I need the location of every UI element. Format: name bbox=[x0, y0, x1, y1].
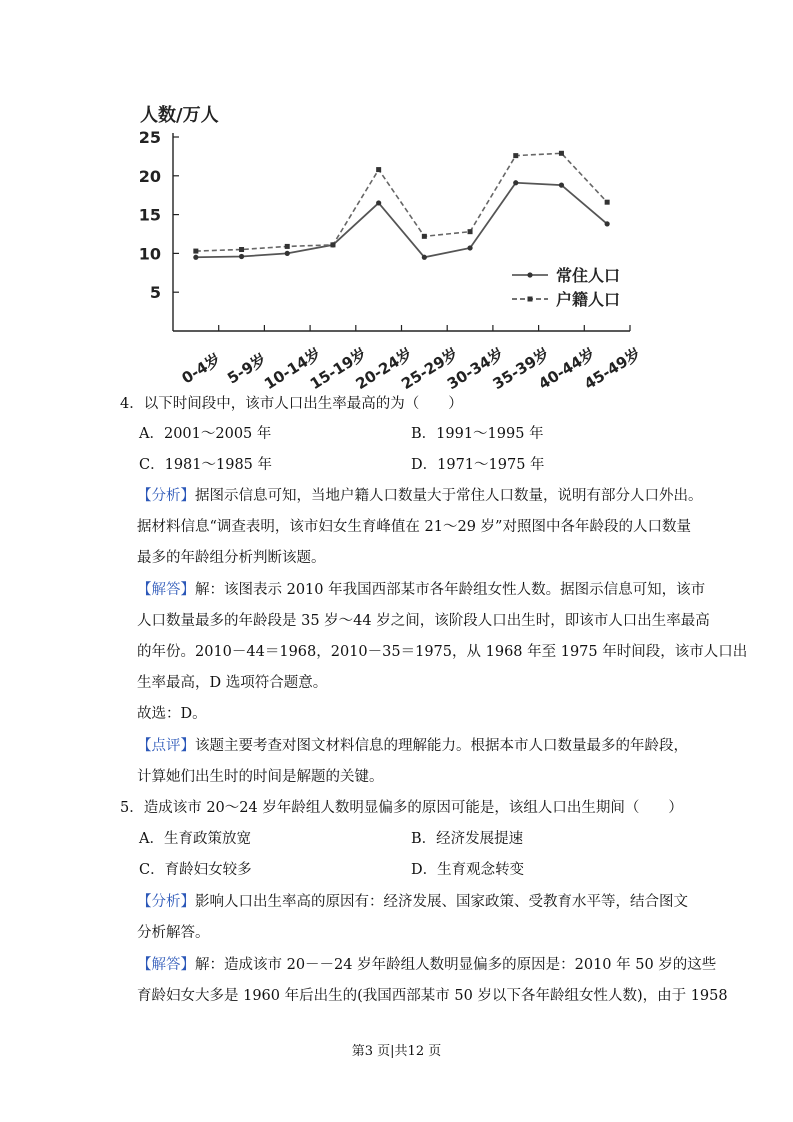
series-point bbox=[193, 255, 198, 260]
y-tick-label: 20 bbox=[138, 166, 161, 186]
chart-legend bbox=[512, 266, 620, 309]
legend-label: 户籍人口 bbox=[556, 290, 621, 309]
series-point bbox=[239, 247, 244, 252]
answer-tag: 【解答】 bbox=[137, 582, 195, 598]
y-tick-label: 25 bbox=[138, 128, 161, 147]
q4-choice: 故选：D。 bbox=[137, 706, 207, 722]
y-axis-label: 人数/万人 bbox=[140, 105, 219, 126]
x-tick-labels bbox=[179, 344, 644, 393]
comment-tag: 【点评】 bbox=[137, 738, 195, 754]
x-tick-label: 20-24岁 bbox=[352, 344, 416, 394]
q4-answer-line-2: 人口数量最多的年龄段是 35 岁～44 岁之间，该阶段人口出生时，即该市人口出生率最高 bbox=[137, 613, 710, 629]
x-tick-label: 45-49岁 bbox=[581, 344, 644, 394]
q4-analysis-line-2: 据材料信息“调查表明，该市妇女生育峰值在 21～29 岁”对照图中各年龄段的人口数量 bbox=[137, 519, 691, 535]
y-tick-labels bbox=[139, 128, 161, 302]
series-point bbox=[513, 180, 518, 185]
analysis-text: 据图示信息可知，当地户籍人口数量大于常住人口数量，说明有部分人口外出。 bbox=[195, 488, 703, 504]
comment-text: 该题主要考查对图文材料信息的理解能力。根据本市人口数量最多的年龄段， bbox=[195, 738, 688, 754]
q5-answer-line-2: 育龄妇女大多是 1960 年后出生的(我国西部某市 50 岁以下各年龄组女性人数)，由于 1958 bbox=[137, 988, 728, 1004]
analysis-tag: 【分析】 bbox=[137, 894, 195, 910]
q4-comment-line-2: 计算她们出生时的时间是解题的关键。 bbox=[137, 769, 384, 785]
q4-stem: 4．以下时间段中，该市人口出生率最高的为（ ） bbox=[120, 396, 463, 412]
q4-analysis-line-3: 最多的年龄组分析判断该题。 bbox=[137, 550, 326, 566]
x-tick-label: 35-39岁 bbox=[489, 344, 553, 394]
x-tick-label: 5-9岁 bbox=[224, 349, 270, 388]
series-point bbox=[330, 242, 335, 247]
q5-option-c[interactable]: C．育龄妇女较多 bbox=[139, 862, 252, 878]
series-point bbox=[559, 183, 564, 188]
x-tick-label: 15-19岁 bbox=[306, 344, 370, 394]
series-line bbox=[196, 183, 607, 257]
series-point bbox=[285, 244, 290, 249]
legend-marker bbox=[528, 297, 533, 302]
q4-comment-line-1 bbox=[137, 736, 688, 756]
q5-stem: 5．造成该市 20～24 岁年龄组人数明显偏多的原因可能是，该组人口出生期间（ ） bbox=[120, 800, 683, 816]
legend-marker bbox=[527, 272, 532, 277]
series-point bbox=[467, 245, 472, 250]
legend-label: 常住人口 bbox=[556, 266, 621, 285]
q5-option-d[interactable]: D．生育观念转变 bbox=[411, 862, 525, 878]
series-point bbox=[285, 251, 290, 256]
y-tick-label: 10 bbox=[138, 244, 161, 264]
q4-answer-line-3: 的年份。2010－44＝1968，2010－35＝1975，从 1968 年至 1975 年时间段，该市人口出 bbox=[137, 644, 748, 660]
q4-option-b[interactable]: B．1991～1995 年 bbox=[411, 426, 544, 442]
page-footer: 第3 页|共12 页 bbox=[351, 1044, 442, 1059]
q5-answer-line-1 bbox=[137, 955, 717, 975]
series-point bbox=[605, 221, 610, 226]
series-point bbox=[605, 200, 610, 205]
q5-analysis-line-2: 分析解答。 bbox=[137, 925, 210, 941]
x-tick-label: 10-14岁 bbox=[261, 344, 325, 394]
series-line bbox=[196, 153, 607, 251]
q5-option-b[interactable]: B．经济发展提速 bbox=[411, 831, 524, 847]
y-tick-label: 5 bbox=[149, 283, 161, 303]
series-point bbox=[376, 200, 381, 205]
q4-option-a[interactable]: A．2001～2005 年 bbox=[139, 426, 272, 442]
series-point bbox=[193, 249, 198, 254]
y-tick-label: 15 bbox=[138, 205, 161, 225]
q4-analysis-line-1 bbox=[137, 486, 703, 506]
answer-text: 解：造成该市 20－－24 岁年龄组人数明显偏多的原因是：2010 年 50 岁的这些 bbox=[195, 957, 717, 973]
series-point bbox=[376, 167, 381, 172]
series-point bbox=[239, 254, 244, 259]
answer-text: 解：该图表示 2010 年我国西部某市各年龄组女性人数。据图示信息可知，该市 bbox=[195, 582, 706, 598]
q4-option-c[interactable]: C．1981～1985 年 bbox=[139, 457, 273, 473]
x-tick-label: 40-44岁 bbox=[535, 344, 599, 394]
chart-series bbox=[193, 151, 610, 260]
series-point bbox=[422, 234, 427, 239]
analysis-tag: 【分析】 bbox=[137, 488, 195, 504]
q4-answer-line-1 bbox=[137, 580, 706, 600]
x-tick-label: 0-4岁 bbox=[178, 349, 224, 388]
q4-option-d[interactable]: D．1971～1975 年 bbox=[411, 457, 545, 473]
q5-analysis-line-1 bbox=[137, 892, 688, 912]
x-tick-label: 30-34岁 bbox=[443, 344, 507, 394]
series-point bbox=[422, 255, 427, 260]
answer-tag: 【解答】 bbox=[137, 957, 195, 973]
series-point bbox=[559, 151, 564, 156]
series-point bbox=[513, 153, 518, 158]
x-tick-label: 25-29岁 bbox=[398, 344, 462, 394]
analysis-text: 影响人口出生率高的原因有：经济发展、国家政策、受教育水平等，结合图文 bbox=[195, 894, 688, 910]
population-line-chart bbox=[120, 95, 660, 395]
q5-option-a[interactable]: A．生育政策放宽 bbox=[139, 831, 251, 847]
series-point bbox=[468, 229, 473, 234]
q4-answer-line-4: 生率最高，D 选项符合题意。 bbox=[137, 675, 328, 691]
